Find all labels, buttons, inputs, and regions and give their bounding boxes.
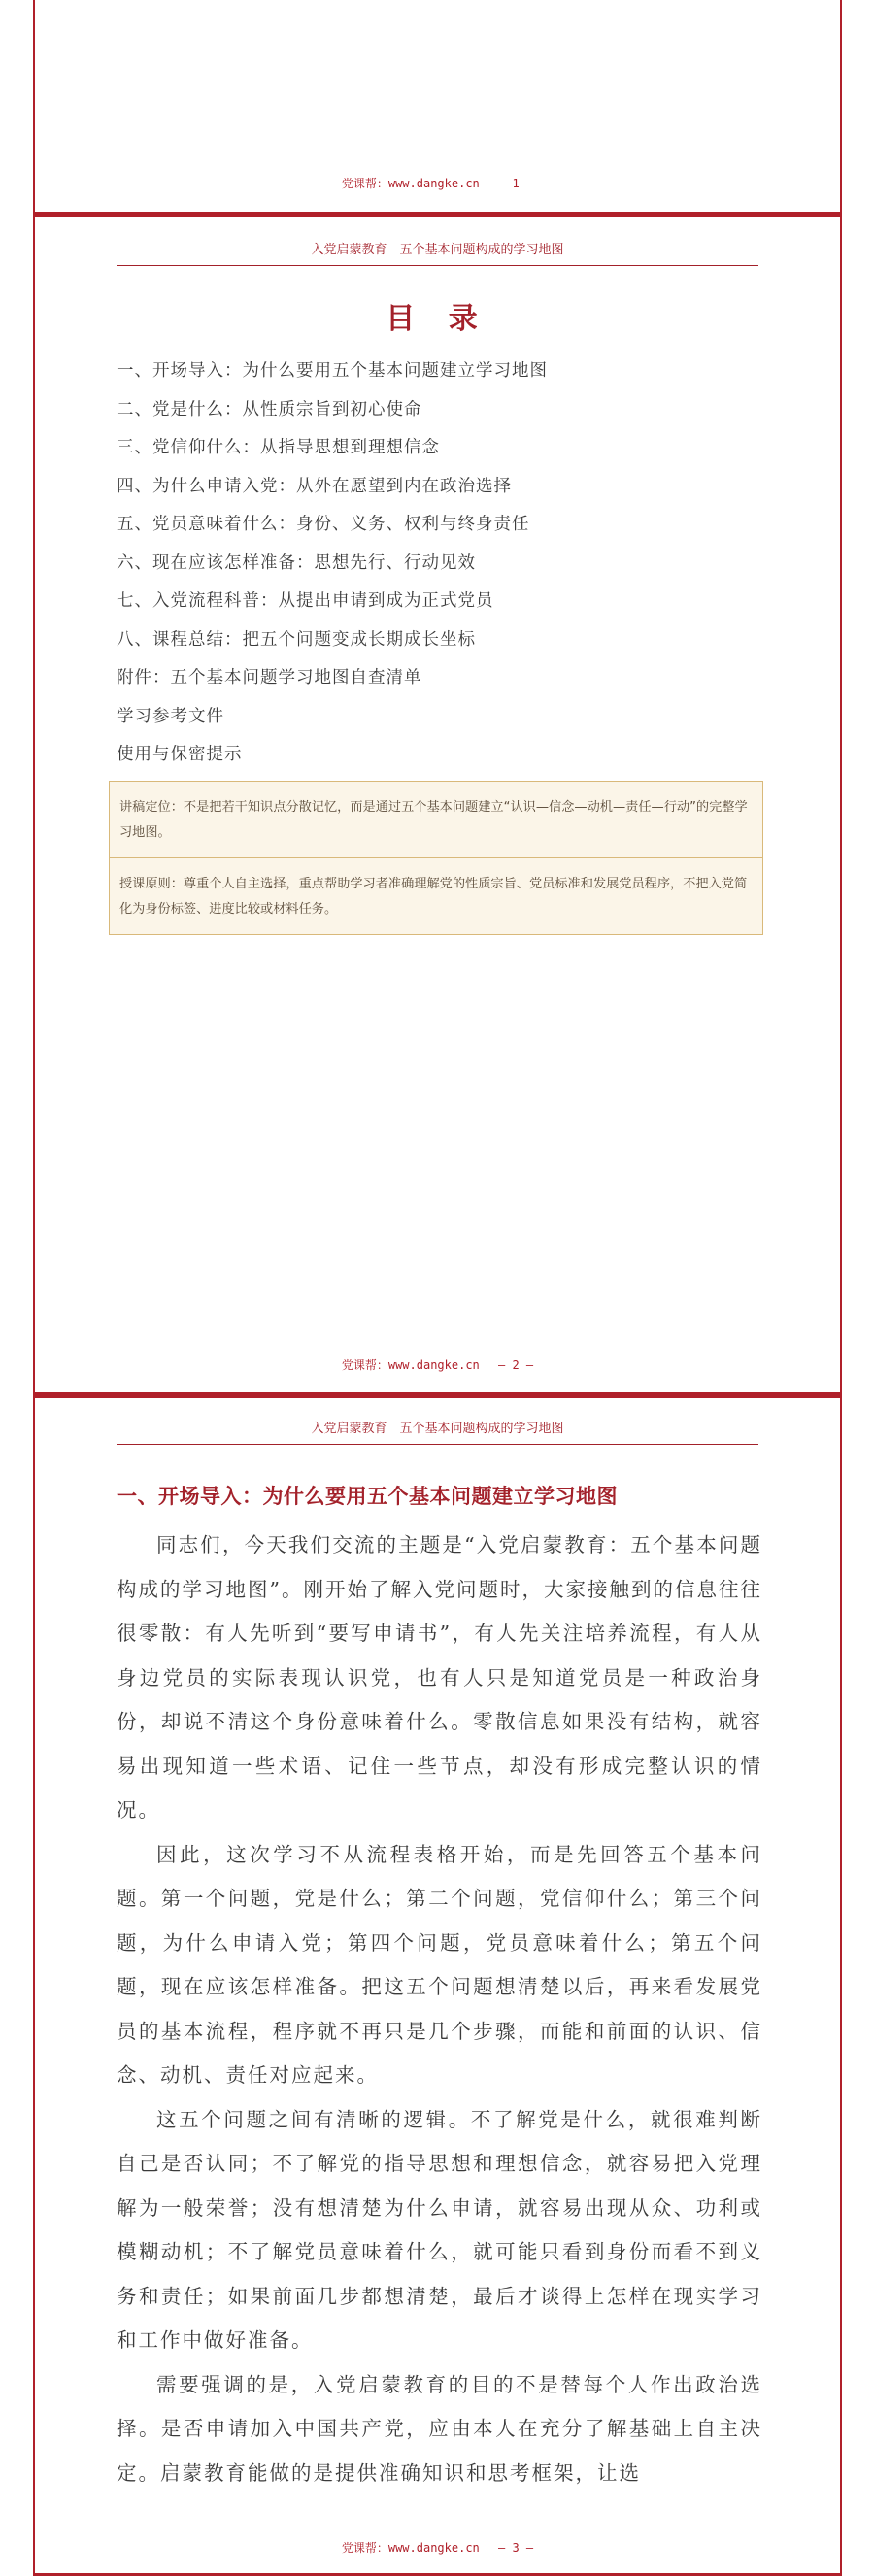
page-2 [33,215,842,1395]
footer-site: 党课帮：www.dangke.cn [341,1358,480,1372]
toc-item[interactable]: 七、入党流程科普：从提出申请到成为正式党员 [117,591,494,611]
paragraph: 因此，这次学习不从流程表格开始，而是先回答五个基本问题。第一个问题，党是什么；第二个问题，党信仰什么；第三个问题，为什么申请入党；第四个问题，党员意味着什么；第五个问题，现在应该怎样准备。把这五个问题想清楚以后，再来看发展党员的基本流程，程序就不再只是几个步骤，而能和前面的认识、信念、动机、责任对应起来。 [117,1842,762,2087]
footer-site: 党课帮：www.dangke.cn [341,177,480,190]
toc-item[interactable]: 一、开场导入：为什么要用五个基本问题建立学习地图 [117,361,548,381]
note-principle: 授课原则：尊重个人自主选择，重点帮助学习者准确理解党的性质宗旨、党员标准和发展党员程序，不把入党简化为身份标签、进度比较或材料任务。 [110,857,762,934]
paragraph: 这五个问题之间有清晰的逻辑。不了解党是什么，就很难判断自己是否认同；不了解党的指导思想和理想信念，就容易把入党理解为一般荣誉；没有想清楚为什么申请，就容易出现从众、功利或模糊动机；不了解党员意味着什么，就可能只看到身份而看不到义务和责任；如果前面几步都想清楚，最后才谈得上怎样在现实学习和工作中做好准备。 [117,2107,762,2352]
toc-item[interactable]: 二、党是什么：从性质宗旨到初心使命 [117,399,422,419]
page-footer [35,175,840,191]
toc-list [117,352,548,775]
paragraph: 同志们，今天我们交流的主题是“入党启蒙教育：五个基本问题构成的学习地图”。刚开始了解入党问题时，大家接触到的信息往往很零散：有人先听到“要写申请书”，有人先关注培养流程，有人从身边党员的实际表现认识党，也有人只是知道党员是一种政治身份，却说不清这个身份意味着什么。零散信息如果没有结构，就容易出现知道一些术语、记住一些节点，却没有形成完整认识的情况。 [117,1533,762,1822]
running-header: 入党启蒙教育 五个基本问题构成的学习地图 [117,239,758,266]
page-footer [35,2539,840,2556]
note-positioning: 讲稿定位：不是把若干知识点分散记忆，而是通过五个基本问题建立“认识—信念—动机—责任—行动”的完整学习地图。 [119,800,748,840]
page-3 [33,1395,842,2576]
toc-item[interactable]: 五、党员意味着什么：身份、义务、权利与终身责任 [117,515,530,534]
page-border-top [35,215,840,217]
toc-item[interactable]: 八、课程总结：把五个问题变成长期成长坐标 [117,629,476,650]
page-number: — 2 — [498,1358,534,1372]
toc-item[interactable]: 使用与保密提示 [117,745,243,764]
toc-item[interactable]: 学习参考文件 [117,706,224,726]
toc-title: 目 录 [386,302,489,336]
page-border-top [35,1395,840,1398]
page-1 [33,0,842,215]
page-footer [35,1356,840,1373]
footer-site: 党课帮：www.dangke.cn [341,2541,480,2555]
page-number: — 1 — [498,177,534,190]
toc-item[interactable]: 附件：五个基本问题学习地图自查清单 [117,668,422,687]
toc-item[interactable]: 三、党信仰什么：从指导思想到理想信念 [117,438,440,457]
toc-item[interactable]: 四、为什么申请入党：从外在愿望到内在政治选择 [117,476,512,496]
paragraph: 需要强调的是，入党启蒙教育的目的不是替每个人作出政治选择。是否申请加入中国共产党，应由本人在充分了解基础上自主决定。启蒙教育能做的是提供准确知识和思考框架，让选 [117,2372,762,2485]
note-box [109,781,763,935]
running-header: 入党启蒙教育 五个基本问题构成的学习地图 [117,1418,758,1445]
toc-item[interactable]: 六、现在应该怎样准备：思想先行、行动见效 [117,552,476,573]
section-heading: 一、开场导入：为什么要用五个基本问题建立学习地图 [117,1485,618,1508]
section-body [117,1523,762,2495]
page-number: — 3 — [498,2541,534,2555]
